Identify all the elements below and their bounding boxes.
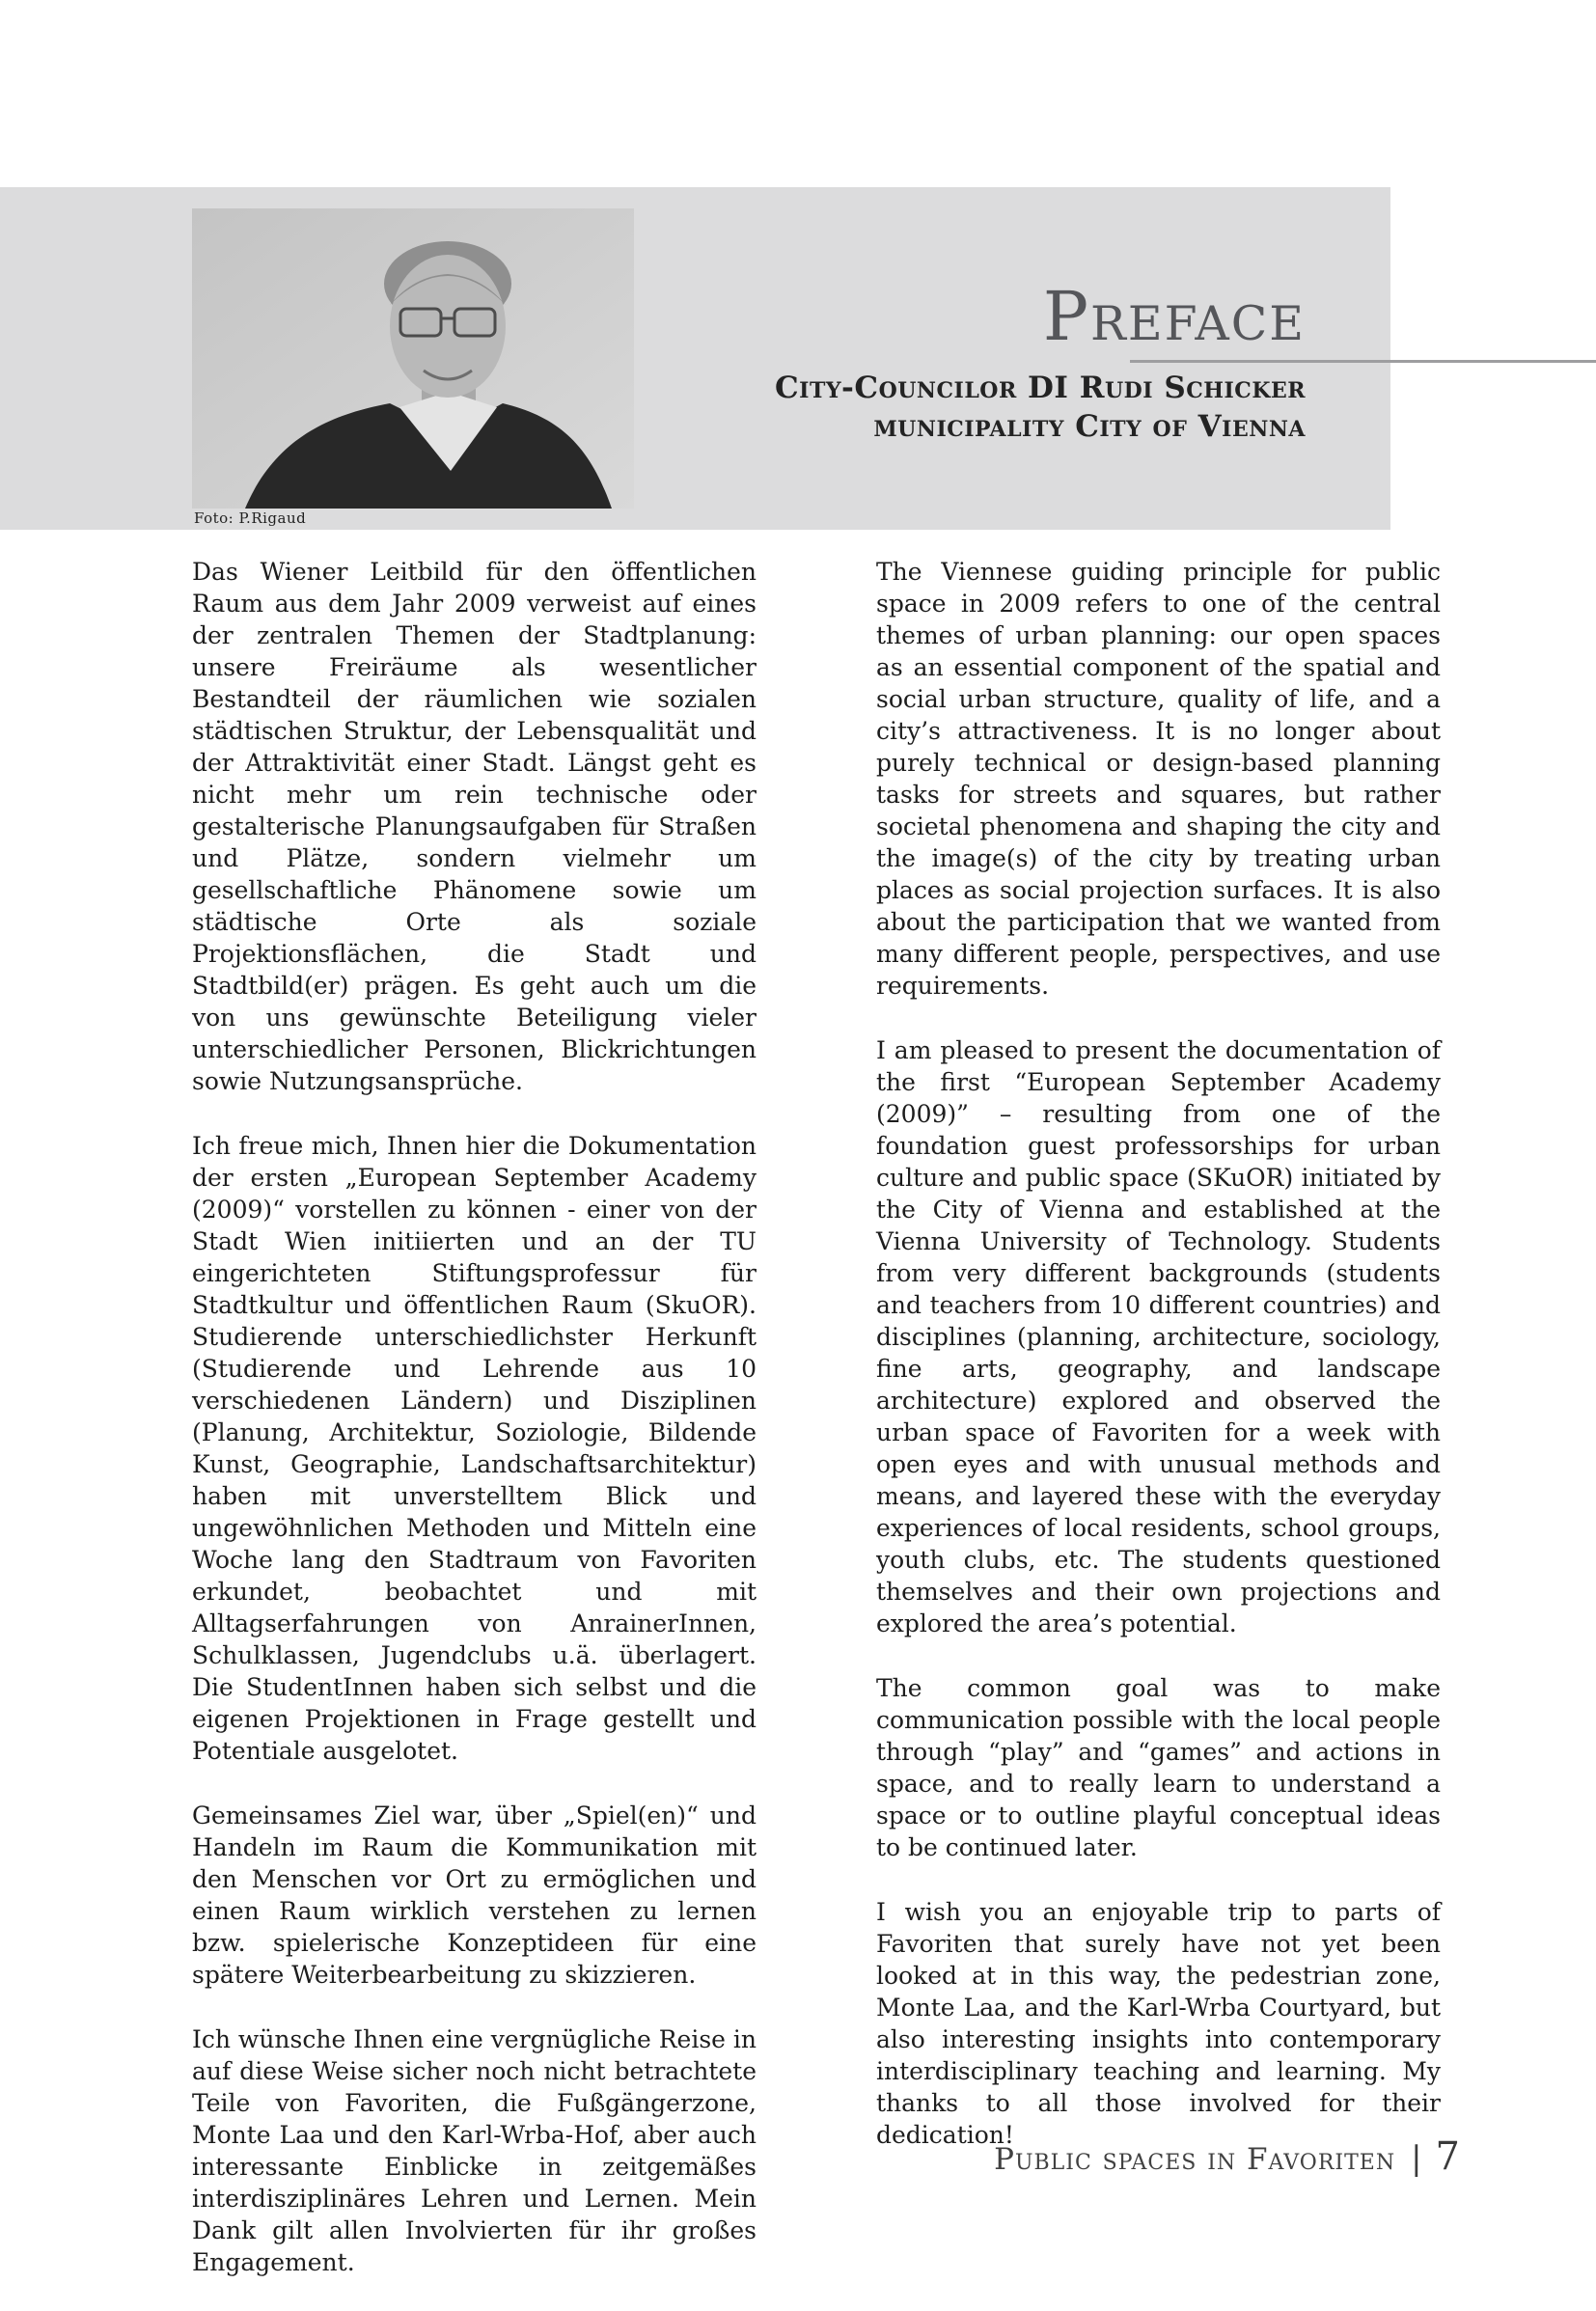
page-title: Preface bbox=[1042, 277, 1306, 356]
subtitle-author: City-Councilor DI Rudi Schicker bbox=[775, 371, 1306, 405]
page-subtitle bbox=[775, 369, 1306, 446]
portrait-photo bbox=[192, 208, 634, 509]
subtitle-institution: municipality City of Vienna bbox=[873, 409, 1306, 444]
photo-caption: Foto: P.Rigaud bbox=[194, 509, 307, 527]
title-block bbox=[775, 277, 1306, 446]
page-number: 7 bbox=[1435, 2134, 1460, 2179]
english-paragraph: I am pleased to present the documentation of the first “European September Academy (2009)” – resulting from one of the foundation guest professorships for urban culture and public space (SKuOR) initiated by the City of Vienna and established at the Vienna University of Technology. Students from very different backgrounds (students and teachers from 10 different countries) and disciplines (planning, architecture, sociology, fine arts, geography, and landscape architecture) explored and observed the urban space of Favoriten for a week with open eyes and with unusual methods and means, and layered these with the everyday experiences of local residents, school groups, youth clubs, etc. The students questioned themselves and their own projections and explored the area’s potential. bbox=[876, 1036, 1441, 1637]
footer-title: Public spaces in Favoriten bbox=[994, 2142, 1396, 2177]
page-footer bbox=[994, 2134, 1460, 2179]
german-paragraph: Ich wünsche Ihnen eine vergnügliche Reise in auf diese Weise sicher noch nicht betrachtete Teile von Favoriten, die Fußgängerzone, Monte Laa und den Karl-Wrba-Hof, aber auch interessante Einblicke in zeitgemäßes interdisziplinäres Lehren und Lernen. Mein Dank gilt allen Involvierten für ihr großes Engagement. bbox=[192, 2025, 757, 2276]
english-paragraph: The common goal was to make communication possible with the local people through “play” and “games” and actions in space, and to really learn to understand a space or to outline playful conceptual ideas to be continued later. bbox=[876, 1674, 1441, 1861]
column-english bbox=[876, 556, 1441, 2184]
german-paragraph: Ich freue mich, Ihnen hier die Dokumentation der ersten „European September Academy (2009)“ vorstellen zu können - einer von der Stadt Wien initiierten und an der TU eingerichteten Stiftungsprofessur für Stadtkultur und öffentlichen Raum (SkuOR). Studierende unterschiedlichster Herkunft (Studierende und Lehrende aus 10 verschiedenen Ländern) und Disziplinen (Planung, Architektur, Soziologie, Bildende Kunst, Geographie, Landschaftsarchitektur) haben mit unverstelltem Blick und ungewöhnlichen Methoden und Mitteln eine Woche lang den Stadtraum von Favoriten erkundet, beobachtet und mit Alltagserfahrungen von AnrainerInnen, Schulklassen, Jugendclubs u.ä. überlagert. Die StudentInnen haben sich selbst und die eigenen Projektionen in Frage gestellt und Potentiale ausgelotet. bbox=[192, 1132, 757, 1765]
footer-separator: | bbox=[1411, 2139, 1422, 2178]
german-paragraph: Das Wiener Leitbild für den öffentlichen Raum aus dem Jahr 2009 verweist auf eines der zentralen Themen der Stadtplanung: unsere Freiräume als wesentlicher Bestandteil der räumlichen wie sozialen städtischen Struktur, der Lebensqualität und der Attraktivität einer Stadt. Längst geht es nicht mehr um rein technische oder gestalterische Planungsaufgaben für Straßen und Plätze, sondern vielmehr um gesellschaftliche Phänomene sowie um städtische Orte als soziale Projektionsflächen, die Stadt und Stadtbild(er) prägen. Es geht auch um die von uns gewünschte Beteiligung vieler unterschiedlicher Personen, Blickrichtungen sowie Nutzungsansprüche. bbox=[192, 558, 757, 1095]
portrait-face bbox=[390, 255, 506, 398]
english-paragraph: I wish you an enjoyable trip to parts of Favoriten that surely have not yet been looked at in this way, the pedestrian zone, Monte Laa, and the Karl-Wrba Courtyard, but also interesting insights into contemporary interdisciplinary teaching and learning. My thanks to all those involved for their dedication! bbox=[876, 1898, 1441, 2149]
column-german bbox=[192, 556, 757, 2311]
english-paragraph: The Viennese guiding principle for public space in 2009 refers to one of the central themes of urban planning: our open spaces as an essential component of the spatial and social urban structure, quality of life, and a city’s attractiveness. It is no longer about purely technical or design-based planning tasks for streets and squares, but rather societal phenomena and shaping the city and the image(s) of the city by treating urban places as social projection surfaces. It is also about the participation that we wanted from many different people, perspectives, and use requirements. bbox=[876, 558, 1441, 1000]
german-paragraph: Gemeinsames Ziel war, über „Spiel(en)“ und Handeln im Raum die Kommunikation mit den Menschen vor Ort zu ermöglichen und einen Raum wirklich verstehen zu lernen bzw. spielerische Konzeptideen für eine spätere Weiterbearbeitung zu skizzieren. bbox=[192, 1802, 757, 1989]
